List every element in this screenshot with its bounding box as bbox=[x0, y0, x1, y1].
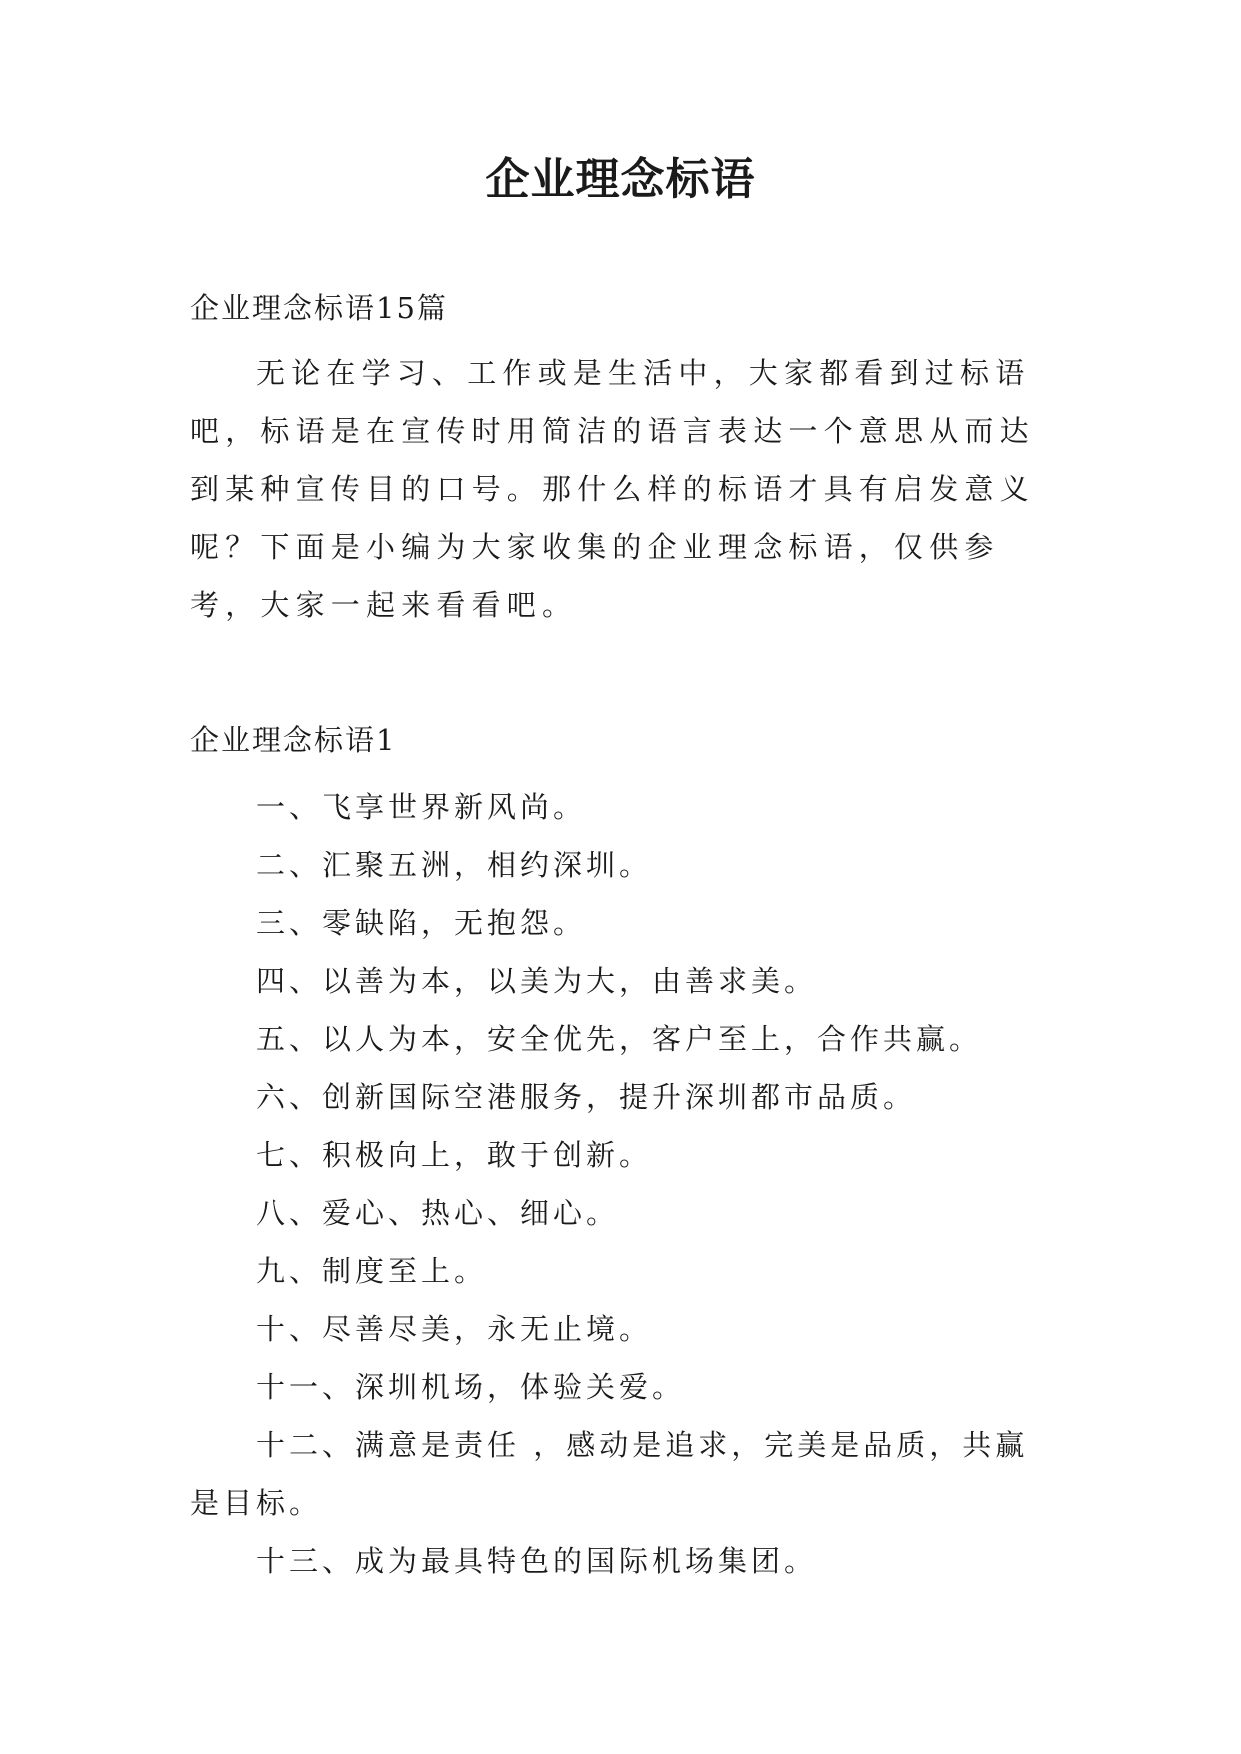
slogan-item: 三、零缺陷，无抱怨。 bbox=[256, 906, 587, 940]
slogan-item: 十、尽善尽美，永无止境。 bbox=[256, 1312, 653, 1346]
slogan-item: 十二、满意是责任 ，感动是追求，完美是品质，共赢是目标。 bbox=[190, 1428, 1029, 1520]
document-title: 企业理念标语 bbox=[485, 154, 756, 205]
slogan-item: 七、积极向上，敢于创新。 bbox=[256, 1138, 653, 1172]
slogan-item: 四、以善为本，以美为大，由善求美。 bbox=[256, 964, 818, 998]
document-subtitle: 企业理念标语15篇 bbox=[190, 291, 448, 325]
intro-paragraph: 无论在学习、工作或是生活中，大家都看到过标语吧，标语是在宣传时用简洁的语言表达一个意思从而达到某种宣传目的口号。那什么样的标语才具有启发意义呢？下面是小编为大家收集的企业理念标语，仅供参考，大家一起来看看吧。 bbox=[190, 356, 1035, 622]
slogan-item: 十一、深圳机场，体验关爱。 bbox=[256, 1370, 686, 1404]
slogan-item: 十三、成为最具特色的国际机场集团。 bbox=[256, 1544, 818, 1578]
slogan-item: 一、飞享世界新风尚。 bbox=[256, 790, 587, 824]
slogan-item: 六、创新国际空港服务，提升深圳都市品质。 bbox=[256, 1080, 917, 1114]
document-body bbox=[190, 288, 1052, 1590]
slogan-item: 八、爱心、热心、细心。 bbox=[256, 1196, 620, 1230]
slogan-item: 五、以人为本，安全优先，客户至上，合作共赢。 bbox=[256, 1022, 983, 1056]
slogan-item: 二、汇聚五洲，相约深圳。 bbox=[256, 848, 653, 882]
slogan-list bbox=[190, 778, 1052, 1590]
section-heading: 企业理念标语1 bbox=[190, 723, 397, 757]
slogan-item: 九、制度至上。 bbox=[256, 1254, 488, 1288]
